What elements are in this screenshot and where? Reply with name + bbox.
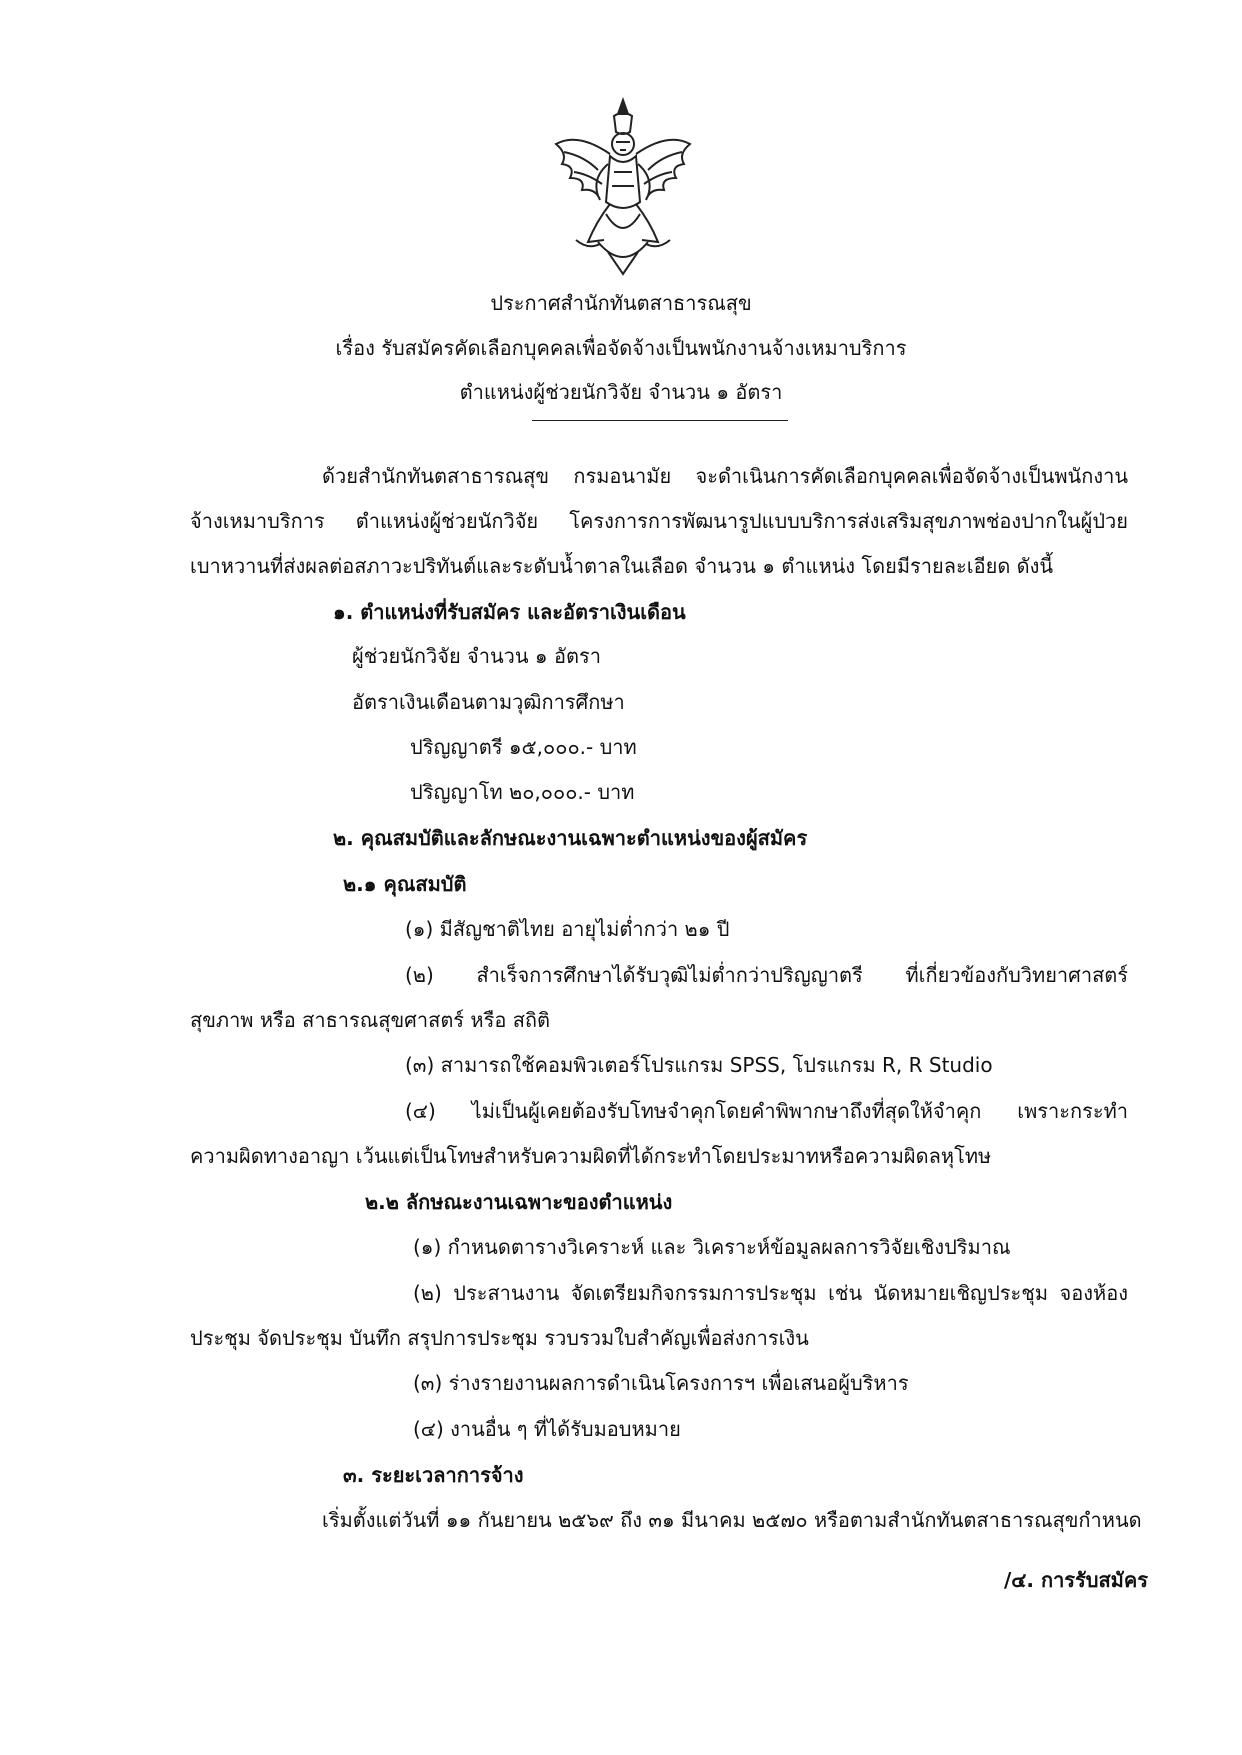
qualification-item-4: (๔) ไม่เป็นผู้เคยต้องรับโทษจำคุกโดยคำพิพากษาถึงที่สุดให้จำคุก เพราะกระทำ xyxy=(405,1099,1128,1123)
document-subject: เรื่อง รับสมัครคัดเลือกบุคคลเพื่อจัดจ้างเป็นพนักงานจ้างเหมาบริการ xyxy=(335,336,907,360)
duty-item-3: (๓) ร่างรายงานผลการดำเนินโครงการฯ เพื่อเสนอผู้บริหาร xyxy=(413,1371,909,1395)
qualification-item-2: (๒) สำเร็จการศึกษาได้รับวุฒิไม่ต่ำกว่าปริญญาตรี ที่เกี่ยวข้องกับวิทยาศาสตร์ xyxy=(405,963,1128,987)
duty-item-4: (๔) งานอื่น ๆ ที่ได้รับมอบหมาย xyxy=(413,1417,681,1441)
qualification-item-1: (๑) มีสัญชาติไทย อายุไม่ต่ำกว่า ๒๑ ปี xyxy=(405,917,730,941)
duty-heading: ๒.๒ ลักษณะงานเฉพาะของตำแหน่ง xyxy=(365,1190,673,1214)
qualification-item-2-cont: สุขภาพ หรือ สาธารณสุขศาสตร์ หรือ สถิติ xyxy=(190,1008,550,1032)
duty-item-1: (๑) กำหนดตารางวิเคราะห์ และ วิเคราะห์ข้อมูลผลการวิจัยเชิงปริมาณ xyxy=(413,1235,1011,1259)
salary-master: ปริญญาโท ๒๐,๐๐๐.- บาท xyxy=(410,780,635,804)
continuation-marker: /๔. การรับสมัคร xyxy=(1003,1568,1148,1592)
document-title: ประกาศสำนักทันตสาธารณสุข xyxy=(490,291,752,315)
qualification-item-4-cont: ความผิดทางอาญา เว้นแต่เป็นโทษสำหรับความผิดที่ได้กระทำโดยประมาทหรือความผิดลหุโทษ xyxy=(190,1144,992,1168)
intro-line-1: ด้วยสำนักทันตสาธารณสุข กรมอนามัย จะดำเนินการคัดเลือกบุคคลเพื่อจัดจ้างเป็นพนักงาน xyxy=(322,464,1128,488)
section-1-salary-label: อัตราเงินเดือนตามวุฒิการศึกษา xyxy=(352,690,625,714)
qualification-item-3: (๓) สามารถใช้คอมพิวเตอร์โปรแกรม SPSS, โปรแกรม R, R Studio xyxy=(405,1053,993,1077)
document-position-line: ตำแหน่งผู้ช่วยนักวิจัย จำนวน ๑ อัตรา xyxy=(459,380,783,404)
intro-line-2: จ้างเหมาบริการ ตำแหน่งผู้ช่วยนักวิจัย โครงการการพัฒนารูปแบบบริการส่งเสริมสุขภาพช่องปากในผู้ป่วย xyxy=(190,509,1128,533)
garuda-emblem-icon xyxy=(548,92,698,282)
section-1-position: ผู้ช่วยนักวิจัย จำนวน ๑ อัตรา xyxy=(352,644,601,668)
intro-line-3: เบาหวานที่ส่งผลต่อสภาวะปริทันต์และระดับน้ำตาลในเลือด จำนวน ๑ ตำแหน่ง โดยมีรายละเอียด ดังนี้ xyxy=(190,554,1054,578)
section-3-heading: ๓. ระยะเวลาการจ้าง xyxy=(343,1463,524,1487)
employment-period: เริ่มตั้งแต่วันที่ ๑๑ กันยายน ๒๕๖๙ ถึง ๓๑ มีนาคม ๒๕๗๐ หรือตามสำนักทันตสาธารณสุขกำหนด xyxy=(322,1508,1142,1532)
salary-bachelor: ปริญญาตรี ๑๕,๐๐๐.- บาท xyxy=(410,735,637,759)
title-divider xyxy=(532,420,788,421)
duty-item-2-cont: ประชุม จัดประชุม บันทึก สรุปการประชุม รวบรวมใบสำคัญเพื่อส่งการเงิน xyxy=(190,1326,809,1350)
section-1-heading: ๑. ตำแหน่งที่รับสมัคร และอัตราเงินเดือน xyxy=(333,600,686,624)
qualification-heading: ๒.๑ คุณสมบัติ xyxy=(343,872,467,896)
duty-item-2: (๒) ประสานงาน จัดเตรียมกิจกรรมการประชุม เช่น นัดหมายเชิญประชุม จองห้อง xyxy=(413,1281,1128,1305)
section-2-heading: ๒. คุณสมบัติและลักษณะงานเฉพาะตำแหน่งของผู้สมัคร xyxy=(333,826,808,850)
